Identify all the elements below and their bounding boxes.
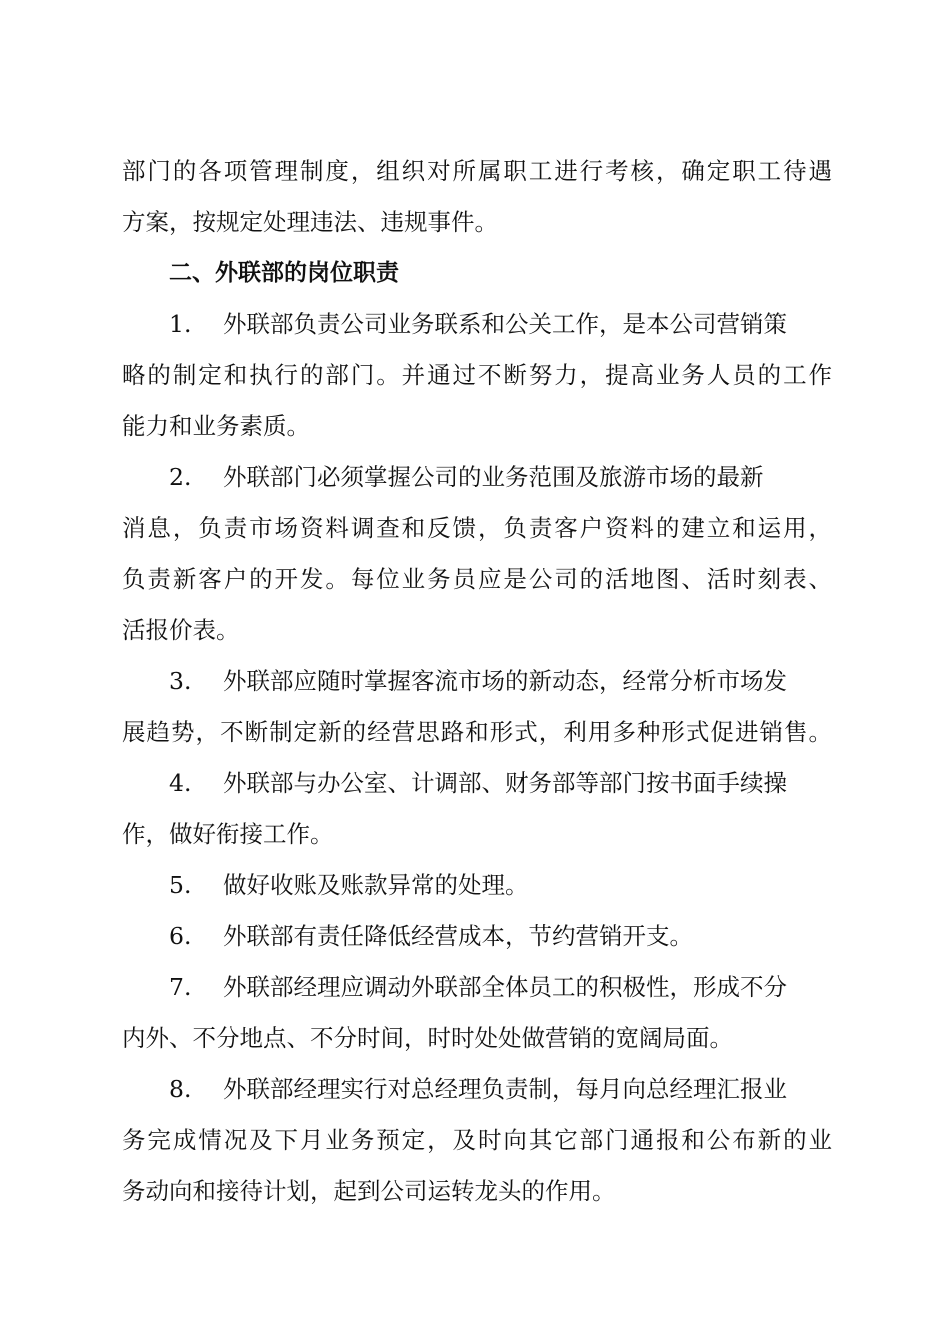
item-text: 外联部与办公室、计调部、财务部等部门按书面手续操 (223, 769, 787, 797)
item-number: 7. (169, 973, 192, 1001)
list-item-first-line (122, 452, 832, 503)
list-item-first-line (122, 299, 832, 350)
item-text: 外联部应随时掌握客流市场的新动态，经常分析市场发 (223, 667, 787, 695)
list-item-line: 能力和业务素质。 (122, 412, 310, 440)
item-number: 5. (169, 871, 192, 899)
list-item-line: 内外、不分地点、不分时间，时时处处做营销的宽阔局面。 (122, 1024, 733, 1052)
list-item-line: 略的制定和执行的部门。并通过不断努力，提高业务人员的工作 (122, 361, 832, 389)
intro-line: 方案，按规定处理违法、违规事件。 (122, 208, 498, 236)
intro-line: 部门的各项管理制度，组织对所属职工进行考核，确定职工待遇 (122, 157, 832, 185)
item-text: 做好收账及账款异常的处理。 (223, 871, 529, 899)
item-text: 外联部负责公司业务联系和公关工作，是本公司营销策 (223, 310, 787, 338)
section-heading: 二、外联部的岗位职责 (169, 260, 399, 286)
document-page (122, 146, 832, 1217)
list-item-line: 作，做好衔接工作。 (122, 820, 334, 848)
list-item-line: 负责新客户的开发。每位业务员应是公司的活地图、活时刻表、 (122, 565, 832, 593)
item-number: 4. (169, 769, 192, 797)
list-item-line: 展趋势，不断制定新的经营思路和形式，利用多种形式促进销售。 (122, 718, 832, 746)
item-text: 外联部门必须掌握公司的业务范围及旅游市场的最新 (223, 463, 764, 491)
item-number: 1. (169, 310, 192, 338)
item-text: 外联部有责任降低经营成本，节约营销开支。 (223, 922, 693, 950)
item-number: 8. (169, 1075, 192, 1103)
list-item-line: 消息，负责市场资料调查和反馈，负责客户资料的建立和运用， (122, 514, 832, 542)
list-item-first-line (122, 758, 832, 809)
list-item-line: 务完成情况及下月业务预定，及时向其它部门通报和公布新的业 (122, 1126, 832, 1154)
list-item-first-line (122, 656, 832, 707)
item-number: 6. (169, 922, 192, 950)
list-item-first-line (122, 911, 832, 962)
item-number: 3. (169, 667, 192, 695)
list-item-first-line (122, 860, 832, 911)
item-text: 外联部经理应调动外联部全体员工的积极性，形成不分 (223, 973, 787, 1001)
list-item-first-line (122, 1064, 832, 1115)
list-item-line: 活报价表。 (122, 616, 240, 644)
list-item-line: 务动向和接待计划，起到公司运转龙头的作用。 (122, 1177, 616, 1205)
item-text: 外联部经理实行对总经理负责制，每月向总经理汇报业 (223, 1075, 787, 1103)
item-number: 2. (169, 463, 192, 491)
list-item-first-line (122, 962, 832, 1013)
